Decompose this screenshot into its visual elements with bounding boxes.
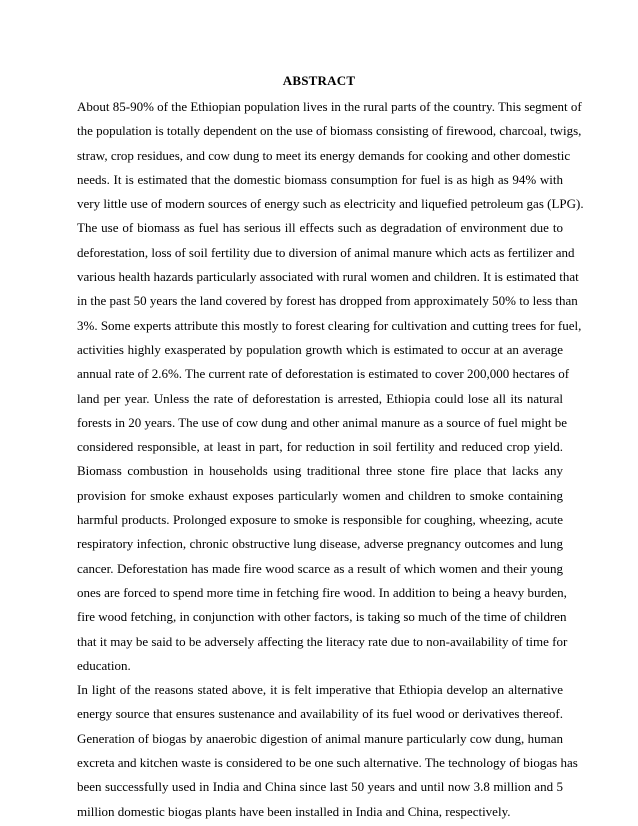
text-line: annual rate of 2.6%. The current rate of deforestation is estimated to cover 200,000 hectares of <box>77 366 570 382</box>
text-line: cancer. Deforestation has made fire wood scarce as a result of which women and their young <box>77 560 563 576</box>
text-line: forests in 20 years. The use of cow dung and other animal manure as a source of fuel might be <box>77 414 568 430</box>
text-line: needs. It is estimated that the domestic biomass consumption for fuel is as high as 94% with <box>77 171 563 187</box>
text-line: excreta and kitchen waste is considered to be one such alternative. The technology of biogas has <box>77 755 578 771</box>
abstract-body <box>77 95 584 824</box>
text-line: 3%. Some experts attribute this mostly to forest clearing for cultivation and cutting trees for fuel, <box>77 317 582 333</box>
text-line: The use of biomass as fuel has serious ill effects such as degradation of environment due to <box>77 220 563 236</box>
text-line: in the past 50 years the land covered by forest has dropped from approximately 50% to less than <box>77 293 578 309</box>
text-line: Generation of biogas by anaerobic digestion of animal manure particularly cow dung, human <box>77 730 563 746</box>
text-line: energy source that ensures sustenance and availability of its fuel wood or derivatives thereof. <box>77 706 563 722</box>
text-line: deforestation, loss of soil fertility due to diversion of animal manure which acts as fertilizer and <box>77 244 575 260</box>
text-line: very little use of modern sources of energy such as electricity and liquefied petroleum gas (LPG). <box>77 196 584 212</box>
text-line: provision for smoke exhaust exposes particularly women and children to smoke containing <box>77 487 563 503</box>
text-line: been successfully used in India and China since last 50 years and until now 3.8 million and 5 <box>77 779 563 795</box>
text-line: activities highly exasperated by population growth which is estimated to occur at an average <box>77 341 563 357</box>
text-line: the population is totally dependent on the use of biomass consisting of firewood, charcoal, twigs, <box>77 123 582 139</box>
text-line: About 85-90% of the Ethiopian population lives in the rural parts of the country. This segment of <box>77 99 582 114</box>
text-line: land per year. Unless the rate of deforestation is arrested, Ethiopia could lose all its natural <box>77 390 563 406</box>
text-line: that it may be said to be adversely affecting the literacy rate due to non-availability of time for <box>77 633 568 649</box>
abstract-heading: ABSTRACT <box>282 73 356 88</box>
text-line: In light of the reasons stated above, it is felt imperative that Ethiopia develop an alternative <box>77 682 563 698</box>
text-line: ones are forced to spend more time in fetching fire wood. In addition to being a heavy burden, <box>77 584 567 600</box>
text-line: fire wood fetching, in conjunction with other factors, is taking so much of the time of children <box>77 609 567 625</box>
text-line: education. <box>77 657 131 673</box>
text-line: Biomass combustion in households using traditional three stone fire place that lacks any <box>77 463 563 479</box>
text-line: million domestic biogas plants have been installed in India and China, respectively. <box>77 803 511 819</box>
text-line: various health hazards particularly associated with rural women and children. It is estimated that <box>77 269 579 285</box>
text-line: considered responsible, at least in part, for reduction in soil fertility and reduced crop yield. <box>77 439 563 455</box>
text-line: respiratory infection, chronic obstructive lung disease, adverse pregnancy outcomes and lung <box>77 536 563 552</box>
text-line: straw, crop residues, and cow dung to meet its energy demands for cooking and other domestic <box>77 147 571 163</box>
text-line: harmful products. Prolonged exposure to smoke is responsible for coughing, wheezing, acute <box>77 512 563 528</box>
